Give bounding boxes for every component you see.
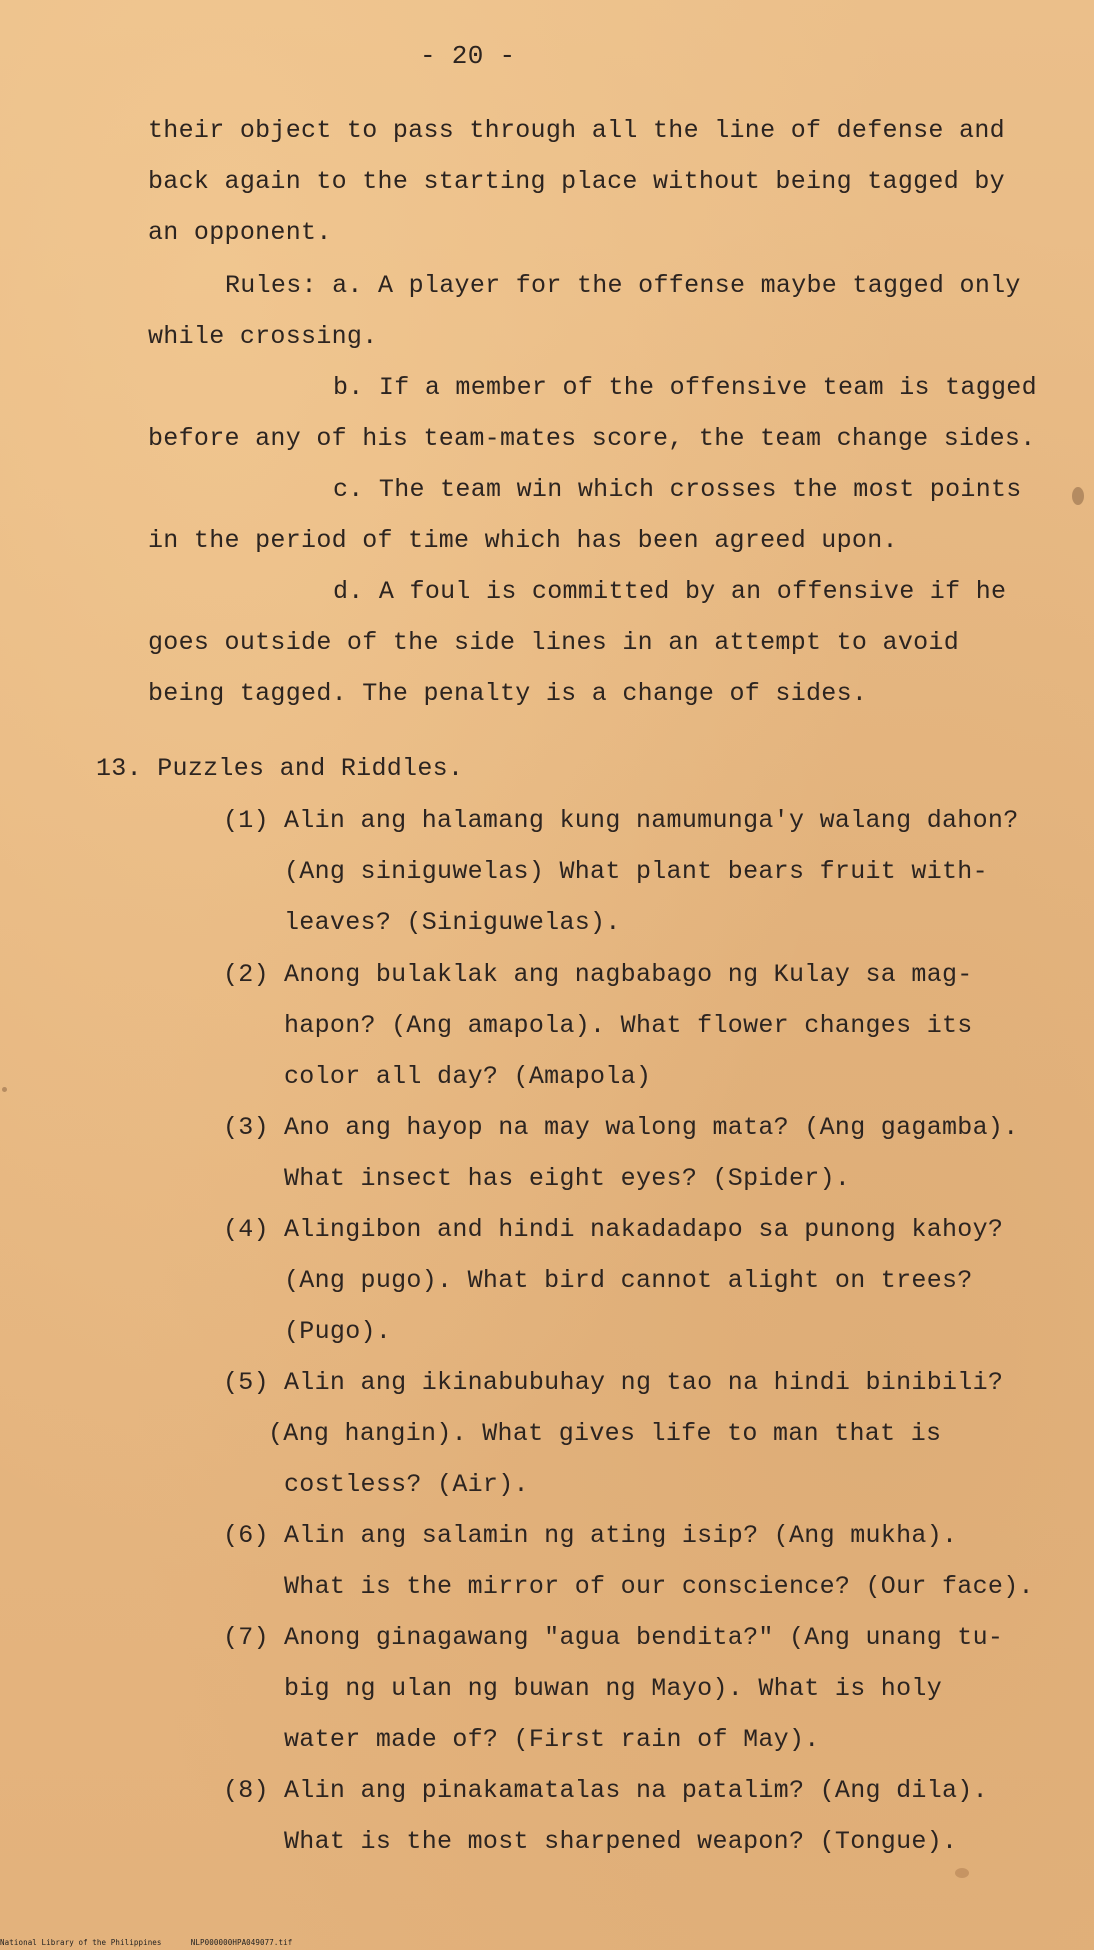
- riddle-line: Alin ang salamin ng ating isip? (Ang mukha).: [284, 1521, 958, 1550]
- riddle-line: Alin ang halamang kung namumunga'y walang dahon?: [284, 806, 1019, 835]
- scan-footer: [0, 1938, 292, 1948]
- riddle-number: (6): [223, 1521, 269, 1550]
- rule-d-line: d. A foul is committed by an offensive if he: [333, 577, 1007, 606]
- riddle-line: (Pugo).: [284, 1317, 392, 1346]
- rule-b-line: before any of his team-mates score, the team change sides.: [148, 424, 1036, 453]
- riddle-line: Anong ginagawang "agua bendita?" (Ang unang tu-: [284, 1623, 1004, 1652]
- footer-library: National Library of the Philippines: [0, 1938, 162, 1947]
- riddle-line: Ano ang hayop na may walong mata? (Ang gagamba).: [284, 1113, 1019, 1142]
- intro-line: their object to pass through all the line of defense and: [148, 116, 1005, 145]
- rule-c-line: in the period of time which has been agreed upon.: [148, 526, 898, 555]
- rule-a-line: Rules: a. A player for the offense maybe tagged only: [225, 271, 1021, 300]
- riddle-line: costless? (Air).: [284, 1470, 529, 1499]
- riddle-number: (5): [223, 1368, 269, 1397]
- riddle-number: (1): [223, 806, 269, 835]
- riddle-number: (8): [223, 1776, 269, 1805]
- rule-d-line: being tagged. The penalty is a change of sides.: [148, 679, 868, 708]
- riddle-line: hapon? (Ang amapola). What flower changes its: [284, 1011, 973, 1040]
- rule-c-line: c. The team win which crosses the most points: [333, 475, 1022, 504]
- riddle-number: (2): [223, 960, 269, 989]
- paper-stain: [2, 1087, 7, 1092]
- intro-line: an opponent.: [148, 218, 332, 247]
- riddle-line: What is the most sharpened weapon? (Tongue).: [284, 1827, 958, 1856]
- riddle-line: Anong bulaklak ang nagbabago ng Kulay sa mag-: [284, 960, 973, 989]
- riddle-number: (3): [223, 1113, 269, 1142]
- riddle-line: (Ang siniguwelas) What plant bears fruit with-: [284, 857, 988, 886]
- footer-file-id: NLP000000HPA049077.tif: [190, 1938, 293, 1947]
- riddle-line: big ng ulan ng buwan ng Mayo). What is holy: [284, 1674, 943, 1703]
- riddle-line: What insect has eight eyes? (Spider).: [284, 1164, 851, 1193]
- paper-stain: [1072, 487, 1084, 505]
- riddle-line: water made of? (First rain of May).: [284, 1725, 820, 1754]
- riddle-line: (Ang hangin). What gives life to man that is: [268, 1419, 942, 1448]
- paper-stain: [955, 1868, 969, 1878]
- riddle-line: Alingibon and hindi nakadadapo sa punong kahoy?: [284, 1215, 1004, 1244]
- section-heading: 13. Puzzles and Riddles.: [96, 754, 464, 783]
- riddle-line: Alin ang pinakamatalas na patalim? (Ang dila).: [284, 1776, 988, 1805]
- riddle-line: What is the mirror of our conscience? (Our face).: [284, 1572, 1034, 1601]
- page-number: - 20 -: [420, 41, 516, 71]
- rule-d-line: goes outside of the side lines in an attempt to avoid: [148, 628, 960, 657]
- rule-a-line: while crossing.: [148, 322, 378, 351]
- riddle-line: Alin ang ikinabubuhay ng tao na hindi binibili?: [284, 1368, 1004, 1397]
- riddle-number: (7): [223, 1623, 269, 1652]
- rule-b-line: b. If a member of the offensive team is tagged: [333, 373, 1037, 402]
- riddle-line: (Ang pugo). What bird cannot alight on trees?: [284, 1266, 973, 1295]
- riddle-number: (4): [223, 1215, 269, 1244]
- riddle-line: leaves? (Siniguwelas).: [284, 908, 621, 937]
- riddle-line: color all day? (Amapola): [284, 1062, 652, 1091]
- intro-line: back again to the starting place without being tagged by: [148, 167, 1005, 196]
